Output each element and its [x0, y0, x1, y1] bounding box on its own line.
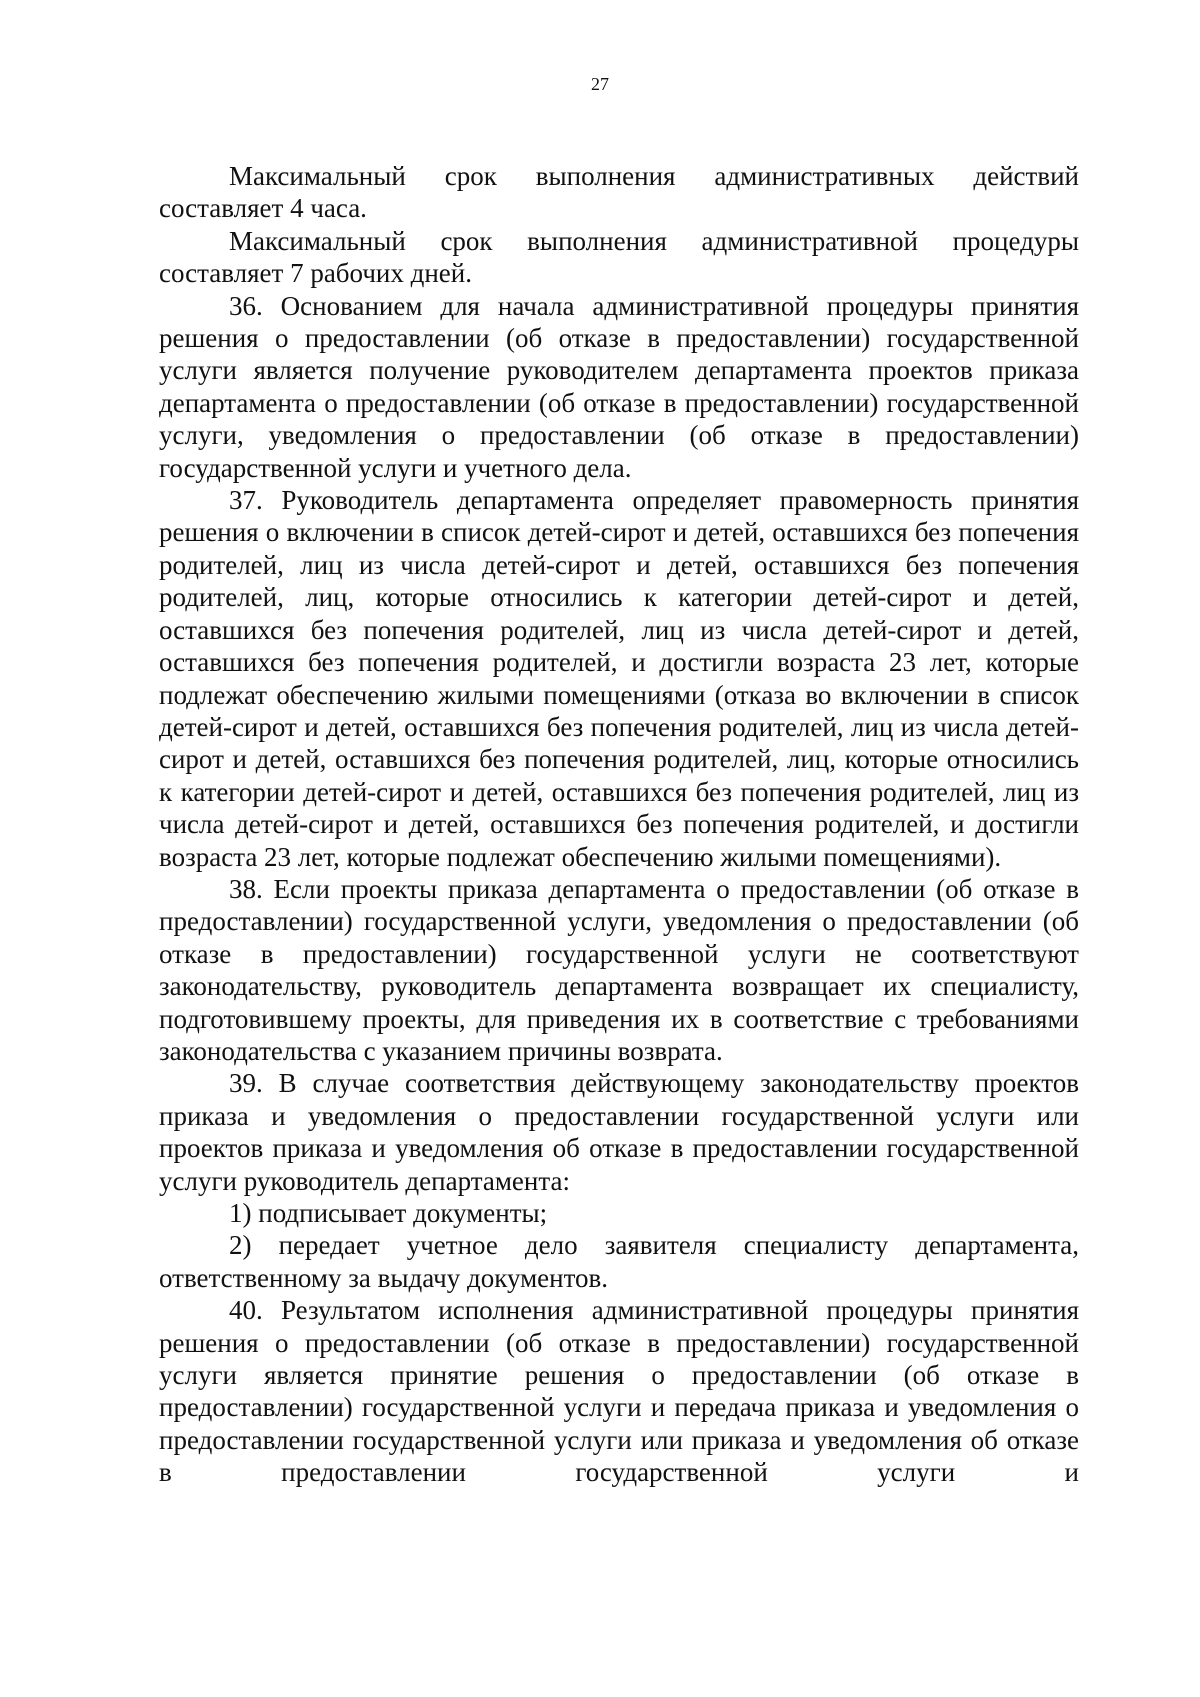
paragraph-37: 37. Руководитель департамента определяет правомерность принятия решения о включении в список детей-сирот и детей, оставшихся без попечения родителей, лиц из числа детей-сирот и детей, оставшихся без попечения родителей, лиц, которые относились к категории детей-сирот и детей, оставшихся без попечения родителей, лиц из числа детей-сирот и детей, оставшихся без попечения родителей, и достигли возраста 23 лет, которые подлежат обеспечению жилыми помещениями (отказа во включении в список детей-сирот и детей, оставшихся без попечения родителей, лиц из числа детей-сирот и детей, оставшихся без попечения родителей, лиц, которые относились к категории детей-сирот и детей, оставшихся без попечения родителей, лиц из числа детей-сирот и детей, оставшихся без попечения родителей, и достигли возраста 23 лет, которые подлежат обеспечению жилыми помещениями).	[159, 485, 1079, 872]
paragraph-39: 39. В случае соответствия действующему законодательству проектов приказа и уведомления о предоставлении государственной услуги или проектов приказа и уведомления об отказе в предоставлении государственной услуги руководитель департамента:	[159, 1068, 1079, 1196]
paragraph-39-item-1: 1) подписывает документы;	[229, 1198, 548, 1228]
document-body	[159, 160, 1079, 1489]
paragraph-36: 36. Основанием для начала административной процедуры принятия решения о предоставлении (об отказе в предоставлении) государственной услуги является получение руководителем департамента проектов приказа департамента о предоставлении (об отказе в предоставлении) государственной услуги, уведомления о предоставлении (об отказе в предоставлении) государственной услуги и учетного дела.	[159, 290, 1079, 483]
paragraph-39-item-2: 2) передает учетное дело заявителя специалисту департамента, ответственному за выдачу документов.	[159, 1230, 1079, 1293]
paragraph-40: 40. Результатом исполнения административной процедуры принятия решения о предоставлении (об отказе в предоставлении) государственной услуги является принятие решения о предоставлении (об отказе в предоставлении) государственной услуги и передача приказа и уведомления о предоставлении государственной услуги или приказа и уведомления об отказе в предоставлении государственной услуги и	[159, 1295, 1079, 1488]
paragraph-max-term-procedure: Максимальный срок выполнения административной процедуры составляет 7 рабочих дней.	[159, 225, 1079, 289]
page-number: 27	[591, 74, 609, 94]
paragraph-max-term-actions: Максимальный срок выполнения административных действий составляет 4 часа.	[159, 161, 1079, 224]
paragraph-38: 38. Если проекты приказа департамента о предоставлении (об отказе в предоставлении) государственной услуги, уведомления о предоставлении (об отказе в предоставлении) государственной услуги не соответствуют законодательству, руководитель департамента возвращает их специалисту, подготовившему проекты, для приведения их в соответствие с требованиями законодательства с указанием причины возврата.	[159, 873, 1079, 1066]
